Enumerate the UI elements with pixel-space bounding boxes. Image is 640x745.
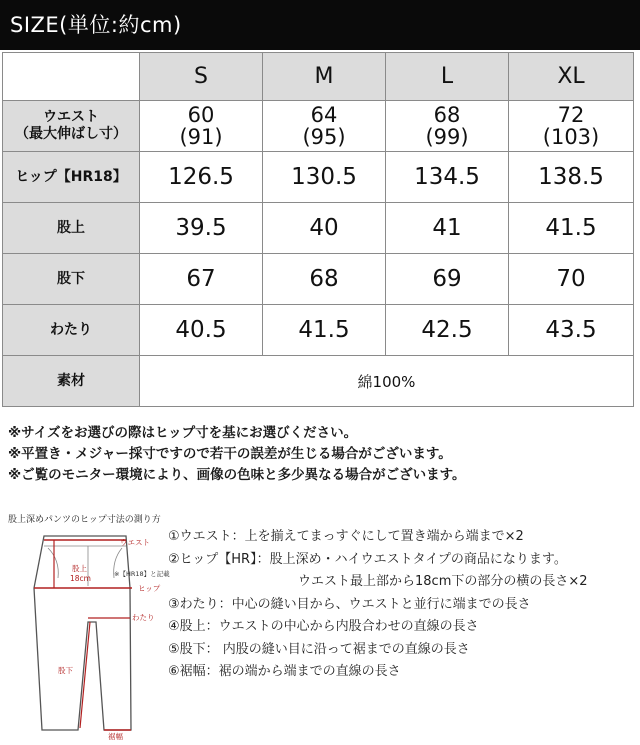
step-line: ④股上：ウエストの中心から内股合わせの直線の長さ — [168, 619, 479, 634]
thigh-label: わたり — [132, 613, 155, 622]
rise-label-a: 股上 — [72, 564, 87, 573]
table-row-waist — [3, 101, 634, 152]
value-cell: 68 (99) — [386, 101, 509, 152]
pants-diagram — [4, 530, 170, 742]
inseam-label: 股下 — [58, 666, 73, 675]
step-line: ①ウエスト：上を揃えてまっすぐにして置き端から端まで×2 — [168, 529, 524, 544]
size-table — [2, 52, 634, 407]
table-row-rise — [3, 203, 634, 254]
value-cell: 67 — [140, 254, 263, 305]
value-cell: 40 — [263, 203, 386, 254]
step-line: ウエスト最上部から18cm下の部分の横の長さ×2 — [298, 574, 588, 589]
row-label-inseam: 股下 — [3, 254, 140, 305]
rise-label-b: 18cm — [70, 574, 91, 583]
value-cell: 69 — [386, 254, 509, 305]
table-row-material — [3, 356, 634, 407]
value-cell: 64 (95) — [263, 101, 386, 152]
value-cell: 126.5 — [140, 152, 263, 203]
measurement-steps — [168, 526, 588, 684]
row-label-rise: 股上 — [3, 203, 140, 254]
notes — [8, 423, 466, 486]
value-cell: 68 — [263, 254, 386, 305]
value-cell: 42.5 — [386, 305, 509, 356]
step-line: ②ヒップ【HR】：股上深め・ハイウエストタイプの商品になります。 — [168, 551, 567, 567]
column-header-l: L — [386, 53, 509, 101]
column-header-s: S — [140, 53, 263, 101]
table-row-thigh — [3, 305, 634, 356]
value-cell: 72 (103) — [509, 101, 634, 152]
value-cell: 40.5 — [140, 305, 263, 356]
table-row-inseam — [3, 254, 634, 305]
row-label-hip: ヒップ【HR18】 — [3, 152, 140, 203]
row-label-waist: ウエスト （最大伸ばし寸） — [3, 101, 140, 152]
note-line: ※ご覧のモニター環境により、画像の色味と多少異なる場合がございます。 — [8, 467, 466, 483]
value-cell: 41.5 — [263, 305, 386, 356]
column-header-m: M — [263, 53, 386, 101]
value-cell: 60 (91) — [140, 101, 263, 152]
value-cell: 70 — [509, 254, 634, 305]
step-line: ⑥裾幅：裾の端から端までの直線の長さ — [168, 664, 401, 679]
value-cell: 134.5 — [386, 152, 509, 203]
value-cell: 41 — [386, 203, 509, 254]
value-cell: 130.5 — [263, 152, 386, 203]
page-title: SIZE(単位:約cm) — [0, 0, 640, 50]
value-cell: 138.5 — [509, 152, 634, 203]
hr-note: ※【HR18】と記載 — [114, 570, 170, 578]
step-line: ③わたり：中心の縫い目から、ウエストと並行に端までの長さ — [168, 596, 531, 612]
waist-label: ウエスト — [120, 538, 150, 547]
material-value: 綿100% — [140, 356, 634, 407]
howto-title: 股上深めパンツのヒップ寸法の測り方 — [8, 515, 161, 525]
table-row-hip — [3, 152, 634, 203]
row-label-material: 素材 — [3, 356, 140, 407]
table-header-row — [3, 53, 634, 101]
value-cell: 41.5 — [509, 203, 634, 254]
hip-label: ヒップ — [138, 584, 161, 593]
note-line: ※サイズをお選びの際はヒップ寸を基にお選びください。 — [8, 425, 358, 441]
column-header-xl: XL — [509, 53, 634, 101]
hem-label: 裾幅 — [108, 732, 123, 741]
step-line: ⑤股下： 内股の縫い目に沿って裾までの直線の長さ — [168, 641, 470, 657]
value-cell: 43.5 — [509, 305, 634, 356]
note-line: ※平置き・メジャー採寸ですので若干の誤差が生じる場合がございます。 — [8, 446, 452, 462]
value-cell: 39.5 — [140, 203, 263, 254]
corner-cell — [3, 53, 140, 101]
row-label-thigh: わたり — [3, 305, 140, 356]
